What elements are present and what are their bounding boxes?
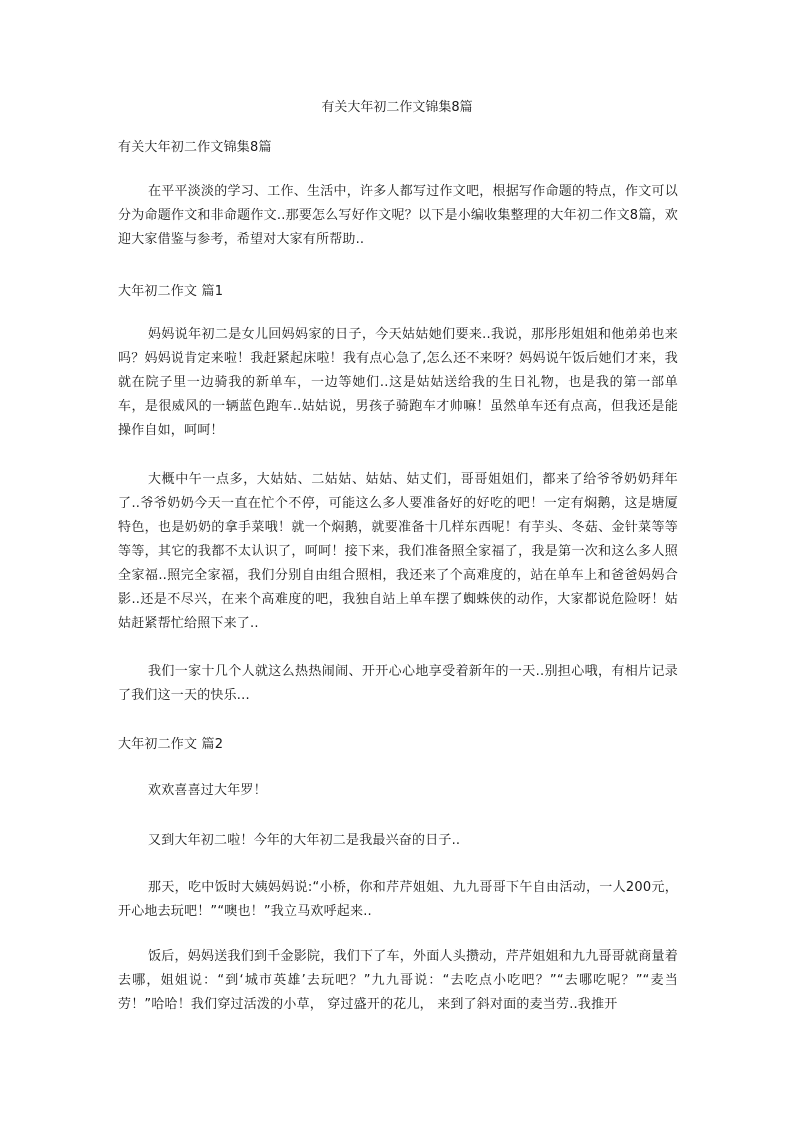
section-2-paragraph-4: 饭后，妈妈送我们到千金影院，我们下了车，外面人头攒动，芹芹姐姐和九九哥哥就商量着去哪，姐姐说：“到‘城市英雄’去玩吧？”九九哥说：“去吃点小吃吧？”“去哪吃呢？”“麦当劳！”哈哈！我们穿过活泼的小草， 穿过盛开的花儿， 来到了斜对面的麦当劳..我推开 bbox=[118, 949, 678, 1012]
section-1-paragraph-2: 大概中午一点多，大姑姑、二姑姑、姑姑、姑丈们，哥哥姐姐们，都来了给爷爷奶奶拜年了..爷爷奶奶今天一直在忙个不停，可能这么多人要准备好的好吃的吧！一定有焖鹅，这是塘厦特色，也是奶奶的拿手菜哦！就一个焖鹅，就要准备十几样东西呢！有芋头、冬菇、金针菜等等等等，其它的我都不太认识了，呵呵！接下来，我们准备照全家福了，我是第一次和这么多人照全家福..照完全家福，我们分别自由组合照相，我还来了个高难度的，站在单车上和爸爸妈妈合影..还是不尽兴，在来个高难度的吧，我独自站上单车摆了蜘蛛侠的动作，大家都说危险呀！姑姑赶紧帮忙给照下来了.. bbox=[118, 472, 678, 631]
section-heading-2: 大年初二作文 篇2 bbox=[118, 737, 224, 752]
section-2-paragraph-3: 那天，吃中饭时大姨妈妈说:“小桥，你和芹芹姐姐、九九哥哥下午自由活动，一人200元，开心地去玩吧！”“噢也！”我立马欢呼起来.. bbox=[118, 880, 678, 919]
section-2-paragraph-1: 欢欢喜喜过大年罗！ bbox=[148, 783, 267, 798]
section-heading-1: 大年初二作文 篇1 bbox=[118, 284, 224, 299]
section-1-paragraph-1: 妈妈说年初二是女儿回妈妈家的日子，今天姑姑她们要来..我说，那彤彤姐姐和他弟弟也来吗？妈妈说肯定来啦！我赶紧起床啦！我有点心急了,怎么还不来呀？妈妈说午饭后她们才来，我就在院子里一边骑我的新单车，一边等她们..这是姑姑送给我的生日礼物，也是我的第一部单车，是很威风的一辆蓝色跑车..姑姑说，男孩子骑跑车才帅嘛！虽然单车还有点高，但我还是能操作自如，呵呵！ bbox=[118, 327, 678, 438]
document-subtitle: 有关大年初二作文锦集8篇 bbox=[118, 140, 272, 155]
intro-paragraph: 在平平淡淡的学习、工作、生活中，许多人都写过作文吧，根据写作命题的特点，作文可以分为命题作文和非命题作文..那要怎么写好作文呢？以下是小编收集整理的大年初二作文8篇，欢迎大家借鉴与参考，希望对大家有所帮助.. bbox=[118, 184, 678, 247]
document-title: 有关大年初二作文锦集8篇 bbox=[321, 100, 473, 115]
section-2-paragraph-2: 又到大年初二啦！今年的大年初二是我最兴奋的日子.. bbox=[148, 833, 461, 848]
section-1-paragraph-3: 我们一家十几个人就这么热热闹闹、开开心心地享受着新年的一天..别担心哦，有相片记录了我们这一天的快乐... bbox=[118, 664, 678, 703]
